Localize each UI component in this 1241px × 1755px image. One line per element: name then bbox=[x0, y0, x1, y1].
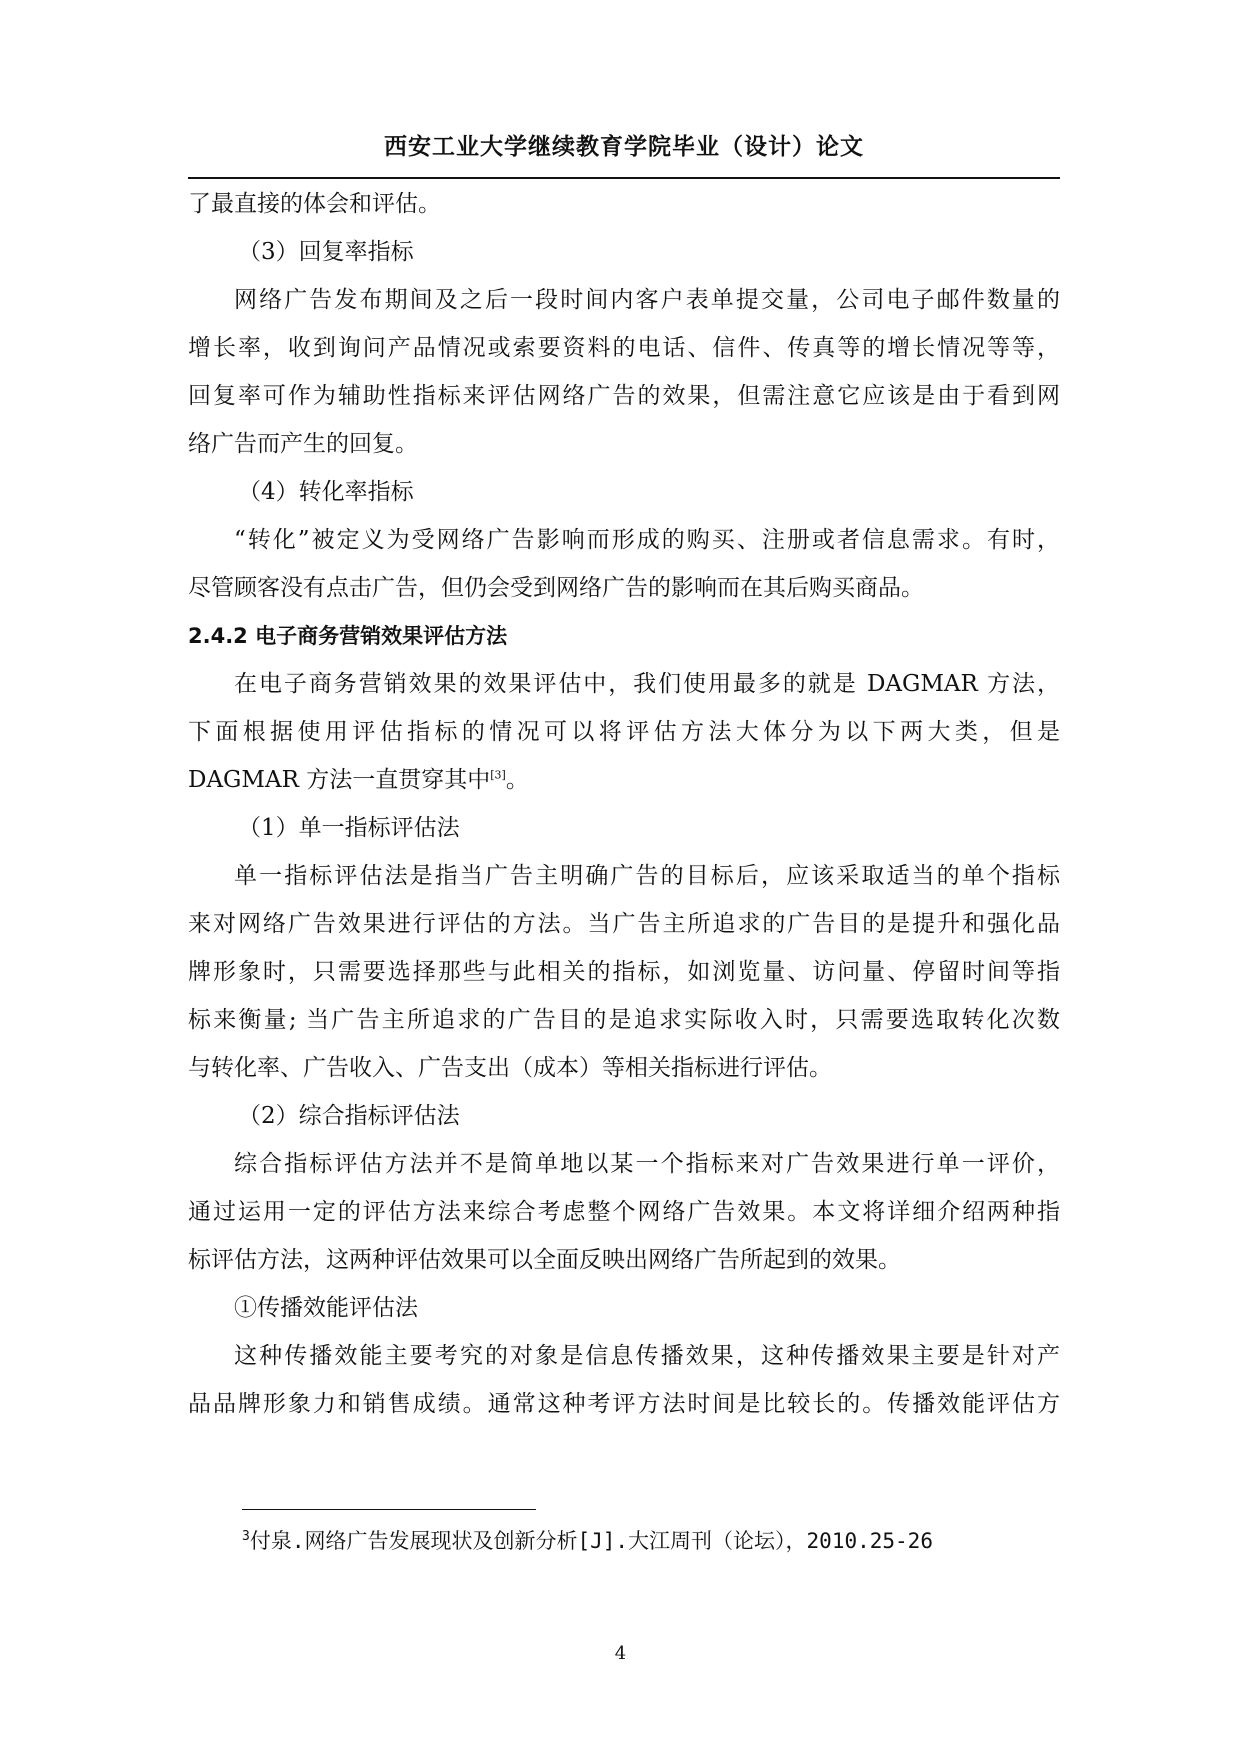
paragraph-line: 了最直接的体会和评估。 bbox=[188, 191, 441, 217]
paragraph-line: 这种传播效能主要考究的对象是信息传播效果，这种传播效果主要是针对产 bbox=[234, 1343, 1060, 1369]
paragraph-line: 牌形象时，只需要选择那些与此相关的指标，如浏览量、访问量、停留时间等指 bbox=[188, 959, 1060, 985]
paragraph-line: 与转化率、广告收入、广告支出（成本）等相关指标进行评估。 bbox=[188, 1055, 832, 1081]
paragraph-line: 在电子商务营销效果的效果评估中，我们使用最多的就是 DAGMAR 方法， bbox=[234, 671, 1060, 697]
subheading-conversion-rate: （4）转化率指标 bbox=[238, 479, 414, 505]
subheading-reply-rate: （3）回复率指标 bbox=[238, 239, 414, 265]
paragraph-line: “转化”被定义为受网络广告影响而形成的购买、注册或者信息需求。有时， bbox=[234, 527, 1060, 553]
paragraph-line: 回复率可作为辅助性指标来评估网络广告的效果，但需注意它应该是由于看到网 bbox=[188, 383, 1060, 409]
page-header-title: 西安工业大学继续教育学院毕业（设计）论文 bbox=[384, 133, 864, 160]
body-text bbox=[188, 180, 1060, 1428]
header-rule bbox=[188, 177, 1060, 179]
footnote-rule bbox=[242, 1509, 536, 1510]
paragraph-line: 品品牌形象力和销售成绩。通常这种考评方法时间是比较长的。传播效能评估方 bbox=[188, 1391, 1060, 1417]
subheading-propagation: ①传播效能评估法 bbox=[234, 1295, 418, 1321]
paragraph-text: 。 bbox=[505, 767, 529, 793]
section-heading: 2.4.2 电子商务营销效果评估方法 bbox=[188, 624, 508, 648]
footnote-text: 付泉.网络广告发展现状及创新分析[J].大江周刊（论坛），2010.25-26 bbox=[249, 1529, 933, 1553]
paragraph-line: 标评估方法，这两种评估效果可以全面反映出网络广告所起到的效果。 bbox=[188, 1247, 901, 1273]
citation-ref: [3] bbox=[490, 768, 506, 782]
paragraph-line: 下面根据使用评估指标的情况可以将评估方法大体分为以下两大类，但是 bbox=[188, 719, 1060, 745]
footnote bbox=[242, 1525, 1042, 1555]
paragraph-text: DAGMAR 方法一直贯穿其中 bbox=[188, 767, 491, 793]
subheading-composite-index: （2）综合指标评估法 bbox=[238, 1103, 460, 1129]
paragraph-line: 络广告而产生的回复。 bbox=[188, 431, 418, 457]
paragraph-line: 单一指标评估法是指当广告主明确广告的目标后，应该采取适当的单个指标 bbox=[234, 863, 1060, 889]
page-number: 4 bbox=[614, 1643, 627, 1664]
paragraph-line: 尽管顾客没有点击广告，但仍会受到网络广告的影响而在其后购买商品。 bbox=[188, 575, 924, 601]
footnote-mark: 3 bbox=[242, 1529, 250, 1544]
paragraph-line: 通过运用一定的评估方法来综合考虑整个网络广告效果。本文将详细介绍两种指 bbox=[188, 1199, 1060, 1225]
paragraph-line: 来对网络广告效果进行评估的方法。当广告主所追求的广告目的是提升和强化品 bbox=[188, 911, 1060, 937]
paragraph-line: 网络广告发布期间及之后一段时间内客户表单提交量，公司电子邮件数量的 bbox=[234, 287, 1060, 313]
paragraph-line: 综合指标评估方法并不是简单地以某一个指标来对广告效果进行单一评价， bbox=[234, 1151, 1060, 1177]
paragraph-line: 增长率，收到询问产品情况或索要资料的电话、信件、传真等的增长情况等等， bbox=[188, 335, 1060, 361]
paragraph-line: 标来衡量; 当广告主所追求的广告目的是追求实际收入时，只需要选取转化次数 bbox=[188, 1007, 1060, 1033]
paragraph-line bbox=[188, 756, 1060, 804]
subheading-single-index: （1）单一指标评估法 bbox=[238, 815, 460, 841]
